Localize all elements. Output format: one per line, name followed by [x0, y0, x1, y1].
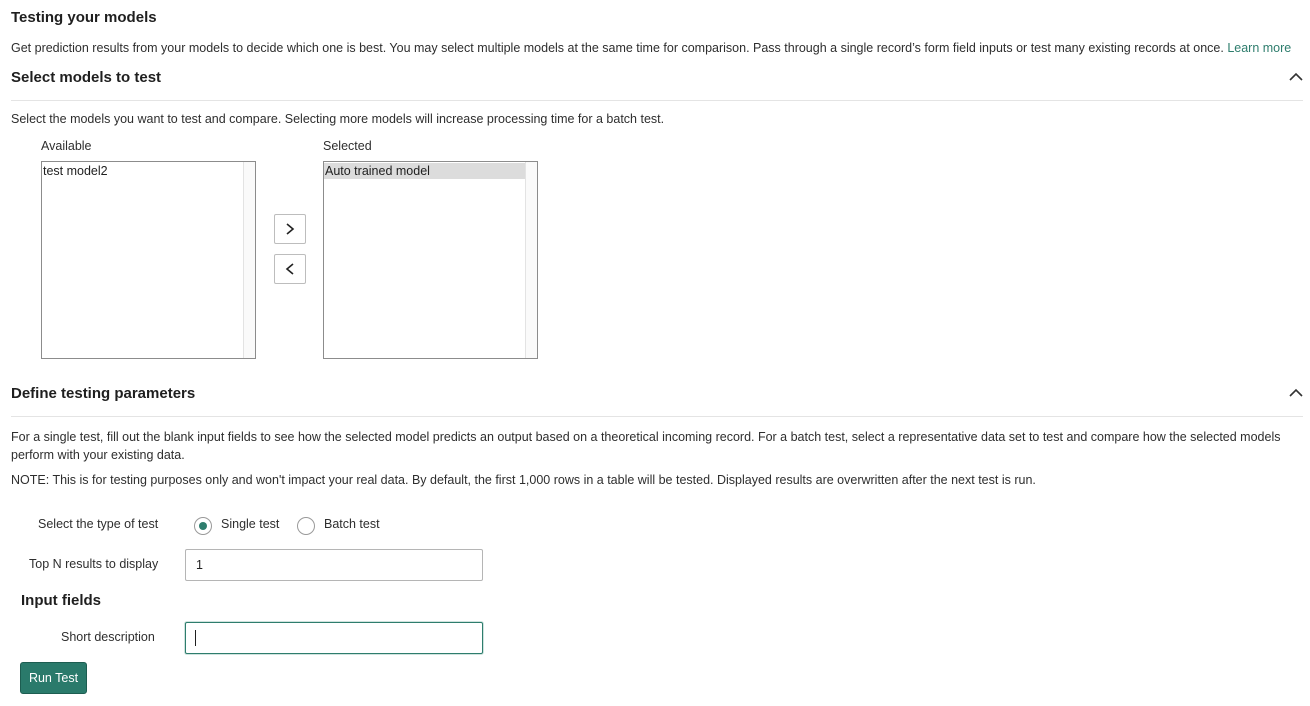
select-models-heading: Select models to test — [11, 69, 162, 86]
short-description-label: Short description — [61, 630, 155, 644]
test-type-label: Select the type of test — [38, 517, 159, 531]
top-n-label: Top N results to display — [29, 557, 159, 571]
move-left-button[interactable] — [274, 254, 306, 284]
page-intro — [11, 41, 1291, 55]
chevron-left-icon — [285, 262, 295, 276]
chevron-up-icon[interactable] — [1288, 387, 1304, 399]
top-n-input[interactable] — [185, 549, 483, 581]
batch-test-label[interactable]: Batch test — [324, 517, 380, 531]
chevron-up-icon[interactable] — [1288, 71, 1304, 83]
selected-option[interactable]: Auto trained model — [324, 163, 529, 179]
available-scrollbar[interactable] — [243, 162, 255, 358]
single-test-radio[interactable] — [194, 517, 212, 535]
input-fields-heading: Input fields — [21, 592, 101, 609]
batch-test-radio[interactable] — [297, 517, 315, 535]
short-description-input[interactable] — [185, 622, 483, 654]
learn-more-link[interactable]: Learn more — [1227, 41, 1292, 55]
text-caret — [195, 630, 196, 646]
chevron-right-icon — [285, 222, 295, 236]
params-heading: Define testing parameters — [11, 385, 196, 402]
section-divider — [11, 416, 1303, 417]
intro-text: Get prediction results from your models to decide which one is best. You may select multiple models at the same time for comparison. Pass through a single record’s form field inputs or test many existing records at once. — [11, 41, 1224, 55]
available-listbox[interactable] — [41, 161, 256, 359]
section-divider — [11, 100, 1303, 101]
selected-scrollbar[interactable] — [525, 162, 537, 358]
selected-listbox[interactable] — [323, 161, 538, 359]
single-test-label[interactable]: Single test — [221, 517, 280, 531]
run-test-button[interactable]: Run Test — [20, 662, 87, 694]
params-description: For a single test, fill out the blank input fields to see how the selected model predicts an output based on a theoretical incoming record. For a batch test, select a representative data set to test and compare how the selected models perform with your existing data. — [11, 430, 1281, 462]
move-right-button[interactable] — [274, 214, 306, 244]
select-models-description: Select the models you want to test and compare. Selecting more models will increase processing time for a batch test. — [11, 112, 665, 126]
params-note: NOTE: This is for testing purposes only and won't impact your real data. By default, the first 1,000 rows in a table will be tested. Displayed results are overwritten after the next test is run. — [11, 473, 1036, 487]
selected-label: Selected — [323, 139, 372, 153]
radio-dot — [199, 522, 207, 530]
page-title: Testing your models — [11, 9, 157, 26]
available-label: Available — [41, 139, 92, 153]
available-option[interactable]: test model2 — [43, 164, 108, 178]
